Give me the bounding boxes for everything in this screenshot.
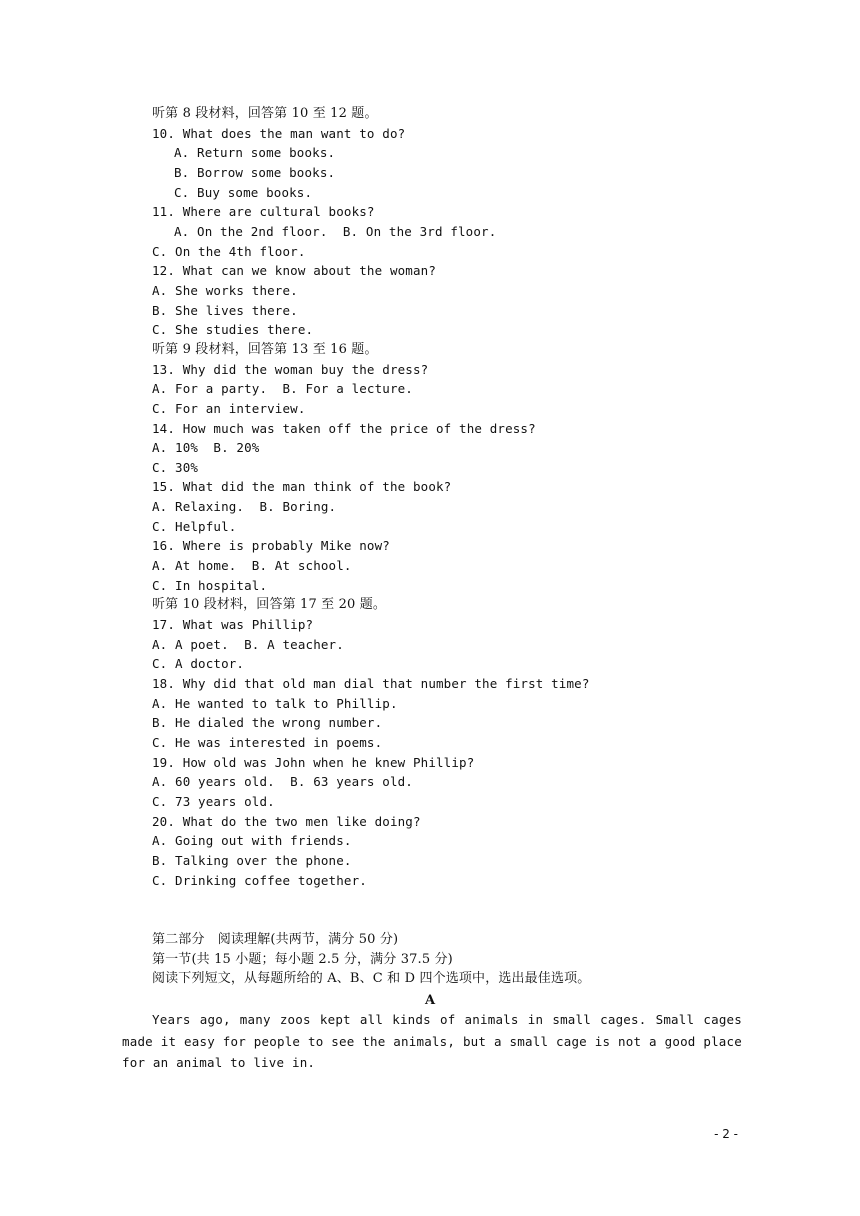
answer-option: A. For a party. B. For a lecture. <box>152 381 413 397</box>
answer-option: C. She studies there. <box>152 322 314 338</box>
answer-option: A. At home. B. At school. <box>152 558 352 574</box>
question-text: 18. Why did that old man dial that number the first time? <box>152 676 590 692</box>
section-instruction: 听第 9 段材料，回答第 13 至 16 题。 <box>152 341 378 357</box>
answer-option: C. For an interview. <box>152 400 306 416</box>
question-text: 16. Where is probably Mike now? <box>152 538 390 554</box>
page-number: - 2 - <box>714 1127 738 1141</box>
answer-option: A. 60 years old. B. 63 years old. <box>152 774 413 790</box>
passage-label: A <box>424 993 436 1008</box>
question-text: 12. What can we know about the woman? <box>152 263 436 279</box>
answer-option: A. On the 2nd floor. B. On the 3rd floor. <box>174 223 497 239</box>
answer-option: C. He was interested in poems. <box>152 735 383 750</box>
answer-option: B. Talking over the phone. <box>152 852 352 868</box>
answer-option: A. Going out with friends. <box>152 833 352 849</box>
answer-option: C. A doctor. <box>152 656 245 672</box>
question-text: 20. What do the two men like doing? <box>152 813 421 829</box>
answer-option: C. On the 4th floor. <box>152 243 306 259</box>
answer-option: B. He dialed the wrong number. <box>152 715 383 731</box>
question-text: 17. What was Phillip? <box>152 617 314 633</box>
question-text: 14. How much was taken off the price of the dress? <box>152 420 536 436</box>
answer-option: C. 73 years old. <box>152 793 275 809</box>
answer-option: C. Drinking coffee together. <box>152 872 367 888</box>
question-text: 15. What did the man think of the book? <box>152 479 452 495</box>
question-text: 13. Why did the woman buy the dress? <box>152 361 429 377</box>
section-title: 第一节(共 15 小题；每小题 2.5 分，满分 37.5 分) <box>152 951 453 967</box>
question-text: 19. How old was John when he knew Phillip? <box>152 754 475 770</box>
answer-option: C. In hospital. <box>152 577 268 593</box>
answer-option: A. 10% B. 20% <box>152 440 260 456</box>
section-instruction: 听第 8 段材料，回答第 10 至 12 题。 <box>152 106 378 121</box>
passage-paragraph: Years ago, many zoos kept all kinds of animals in small cages. Small cages made it easy for people to see the animals, but a small cage is not a good place for an animal to live in. <box>122 1012 742 1070</box>
question-text: 10. What does the man want to do? <box>152 125 406 141</box>
answer-option: A. She works there. <box>152 282 298 298</box>
listening-section <box>152 104 590 890</box>
answer-option: C. 30% <box>152 459 199 475</box>
answer-option: B. She lives there. <box>152 302 298 318</box>
answer-option: A. Relaxing. B. Boring. <box>152 499 337 515</box>
reading-instructions: 阅读下列短文，从每题所给的 A、B、C 和 D 四个选项中，选出最佳选项。 <box>152 971 591 987</box>
answer-option: A. He wanted to talk to Phillip. <box>152 695 398 711</box>
answer-option: A. Return some books. <box>174 145 336 161</box>
answer-option: B. Borrow some books. <box>174 164 336 180</box>
question-text: 11. Where are cultural books? <box>152 204 375 220</box>
reading-section-header <box>152 930 590 989</box>
answer-option: C. Helpful. <box>152 518 237 534</box>
section-instruction: 听第 10 段材料，回答第 17 至 20 题。 <box>152 597 387 613</box>
answer-option: A. A poet. B. A teacher. <box>152 636 344 652</box>
part-title: 第二部分 阅读理解(共两节，满分 50 分) <box>152 932 399 947</box>
answer-option: C. Buy some books. <box>174 184 313 200</box>
